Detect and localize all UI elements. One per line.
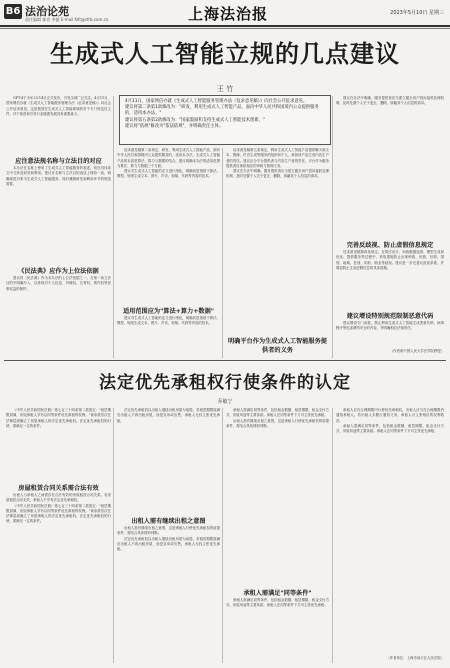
paragraph: 建议将《民法典》作为本办法的上位法依据之一，在第一条立法目的中明确写入，以体现对个人信息、肖像权、名誉权、著作权等民事权益的保护。 bbox=[6, 276, 111, 291]
article2-col1-text bbox=[6, 408, 111, 480]
article2-subhead-1: 房屋租赁合同关系需合法有效 bbox=[18, 485, 99, 492]
article2-headline: 法定优先承租权行使条件的认定 bbox=[99, 373, 351, 393]
page-header bbox=[0, 0, 450, 26]
header-rule-thin bbox=[0, 28, 450, 29]
article1-col4-text3 bbox=[336, 321, 444, 347]
column-divider bbox=[332, 96, 333, 358]
column-divider bbox=[113, 408, 114, 663]
article-separator bbox=[4, 360, 446, 361]
article1-col4-text bbox=[336, 96, 444, 236]
article1-subhead-2: 《民法典》应作为上位法依据 bbox=[18, 268, 99, 275]
article2-col2-text2 bbox=[117, 526, 220, 663]
article2-col3-text2 bbox=[226, 598, 329, 663]
paragraph: GPT-4于今年3月14日正式发布，引发全球广泛关注。4月11日，国家网信办就《生成式人工智能服务管理办法（征求意见稿）》向社会公开征求意见。这是我国在生成式人工智能领域的首个专门规范性文件，对于规范和引导行业健康发展具有重要意义。 bbox=[6, 96, 111, 116]
article1-col2-text2 bbox=[117, 316, 220, 356]
paragraph: 建议对生成式人工智能的定义进行细化，明确其是指基于算法、模型、规则生成文本、图片、声音、视频、代码等内容的技术。 bbox=[117, 169, 220, 179]
article2-col4-text bbox=[336, 408, 444, 654]
article2-col1-text2 bbox=[6, 493, 111, 663]
column-divider bbox=[222, 408, 223, 663]
paragraph: 征求意见稿第五条规定，利用生成式人工智能产品提供聊天和文本、图像、声音生成等服务的组织和个人，承担该产品生成内容生产者的责任。建议区分平台提供者与内容生产者的责任，平台作为服务提供者应承担相应的审核与管理义务。 bbox=[226, 148, 329, 168]
summary-item: 建议将第五条第2款修改为："国家鼓励和支持生成式人工智能技术创新。" bbox=[125, 117, 265, 123]
paragraph: 本办法在名称上使用了生成式人工智能服务的表述，但在具体条文中又涉及研发和利用。建议在名称与立法目的表述上保持一致，明确规范对象为生成式人工智能服务，同时兼顾研发和利用环节的规范需要。 bbox=[6, 166, 111, 186]
paragraph: 征求意见稿第四条规定，在算法设计、训练数据选择、模型生成和优化、提供服务等过程中，采取措施防止出现种族、民族、信仰、国别、地域、性别、年龄、职业等歧视。建议进一步完善反歧视条款，并增加防止生成虚假信息的具体措施。 bbox=[336, 250, 444, 270]
article2-subhead-2: 出租人需有继续出租之意图 bbox=[131, 518, 206, 525]
paragraph: 承租人应在合理期限内行使优先承租权，出租人应当在合理期限内通知承租人。若出租人未履行通知义务，承租人可主张相应的权利救济。 bbox=[336, 408, 444, 423]
article2-byline: 乔敏宁 bbox=[217, 399, 233, 405]
article1-col3-text bbox=[226, 148, 329, 332]
paragraph: 法定优先承租权以出租人继续出租房屋为前提。若租赁期限届满后出租人不再出租房屋，而是自用或出售，承租人无权主张优先承租。 bbox=[117, 536, 220, 552]
article1-col1-text2 bbox=[6, 166, 111, 262]
editor-info: 责任编辑 郁音 李捷 E-mail:fzlt@sfrb.com.cn bbox=[25, 17, 109, 22]
article2-subhead-3: 承租人需满足"同等条件" bbox=[243, 590, 312, 597]
paragraph: 《中华人民共和国民法典》第七百三十四条第二款规定："租赁期限届满，房屋承租人享有以同等条件优先承租的权利。"该条款首次在法律层面确立了房屋承租人的法定优先承租权。法定优先承租权的行使，需满足一定的条件。 bbox=[6, 503, 111, 524]
article1-subhead-3: 适用范围应为"算法+算力+数据" bbox=[122, 308, 215, 315]
paragraph: 建议增设专门条款，禁止利用生成式人工智能生成恶意代码、病毒程序等危害网络安全的内容，并明确相应法律责任。 bbox=[336, 321, 444, 331]
article1-col2-text bbox=[117, 148, 220, 288]
article1-summary-box bbox=[119, 95, 331, 145]
summary-item: 建议将第二条第1款修改为："研发、利用生成式人工智能产品，面向中华人民共和国境内公众提供服务的，适用本办法。" bbox=[125, 105, 319, 117]
article1-col4-text2 bbox=[336, 250, 444, 308]
summary-item: 4月11日，国家网信办就《生成式人工智能服务管理办法（征求意见稿）》向社会公开征求意见。 bbox=[125, 99, 308, 104]
article1-col1-text3 bbox=[6, 276, 111, 356]
paragraph: 建议对生成式人工智能的定义进行细化，明确其是指基于算法、模型、规则生成文本、图片、声音、视频、代码等内容的技术。 bbox=[117, 316, 220, 326]
paragraph: 承租人需满足同等条件，包括租金数额、租赁期限、租金支付方式、房屋用途等主要条款。承租人在同等条件下方可主张优先承租。 bbox=[336, 423, 444, 434]
article2-col3-text bbox=[226, 408, 329, 582]
article1-subhead-5: 完善反歧视、防止虚假信息规定 bbox=[346, 242, 434, 249]
paragraph: 建议在办法中明确，服务提供者应当建立健全用户投诉接收处理机制，及时处置个人关于更正、删除、屏蔽其个人信息的请求。 bbox=[336, 96, 444, 106]
page-number-badge: B6 bbox=[5, 6, 21, 17]
article1-subhead-4: 明确平台作为生成式人工智能服务提供者的义务 bbox=[228, 338, 327, 354]
paragraph: 出租人需有继续出租之意图，这是承租人行使优先承租权的前提条件，需结合具体情形判断。 bbox=[117, 526, 220, 536]
summary-item: 建议将"依规"修改为"依法依规"，并明确责任主体。 bbox=[125, 123, 224, 129]
paragraph: 法定优先承租权以出租人继续出租房屋为前提。若租赁期限届满后出租人不再出租房屋，而是自用或出售，承租人无权主张优先承租。 bbox=[117, 408, 220, 423]
article1-col1-text bbox=[6, 96, 111, 152]
paragraph: 征求意见稿第二条规定，研发、利用生成式人工智能产品，面向中华人民共和国境内公众提供服务的，适用本办法。生成式人工智能产品的本质是算法、算力与数据的结合，建议明确本办法的适用范围为算法、算力与数据三个方面。 bbox=[117, 148, 220, 168]
article2-author-note: （作者单位：上海市闵行区人民法院） bbox=[386, 656, 444, 660]
article1-subhead-6: 建议增设特别规范限制恶意代码 bbox=[346, 313, 434, 320]
article1-headline: 生成式人工智能立规的几点建议 bbox=[50, 40, 400, 68]
paragraph: 出租人与承租人之间需存在合法有效的房屋租赁合同关系。若房屋租赁合同无效，承租人不享有法定优先承租权。 bbox=[6, 493, 111, 503]
article1-author-note: （作者系中国人民大学法学院教授） bbox=[389, 349, 444, 353]
newspaper-masthead: 上海法治报 bbox=[188, 5, 269, 23]
paragraph: 承租人需满足同等条件，包括租金数额、租赁期限、租金支付方式、房屋用途等主要条款。承租人在同等条件下方可主张优先承租。 bbox=[226, 598, 329, 608]
article2-col2-text bbox=[117, 408, 220, 512]
article1-byline: 王 竹 bbox=[216, 85, 234, 93]
paragraph: 承租人需满足同等条件，包括租金数额、租赁期限、租金支付方式、房屋用途等主要条款。承租人在同等条件下方可主张优先承租。 bbox=[226, 408, 329, 418]
paragraph: 建议在办法中明确，服务提供者应当建立健全用户投诉接收处理机制，及时处置个人关于更正、删除、屏蔽其个人信息的请求。 bbox=[226, 169, 329, 179]
section-title: 法治论苑 bbox=[25, 5, 69, 18]
column-divider bbox=[222, 148, 223, 358]
article1-subhead-1: 应注意法规名称与立法目的对应 bbox=[15, 158, 102, 165]
column-divider bbox=[113, 96, 114, 358]
header-rule bbox=[0, 25, 450, 27]
issue-date: 2023年5月10日 星期三 bbox=[390, 10, 444, 16]
paragraph: 《中华人民共和国民法典》第七百三十四条第二款规定："租赁期限届满，房屋承租人享有以同等条件优先承租的权利。"该条款首次在法律层面确立了房屋承租人的法定优先承租权。法定优先承租权的行使，需满足一定的条件。 bbox=[6, 408, 111, 428]
paragraph: 出租人需有继续出租之意图，这是承租人行使优先承租权的前提条件，需结合具体情形判断。 bbox=[226, 418, 329, 428]
column-divider bbox=[332, 408, 333, 663]
